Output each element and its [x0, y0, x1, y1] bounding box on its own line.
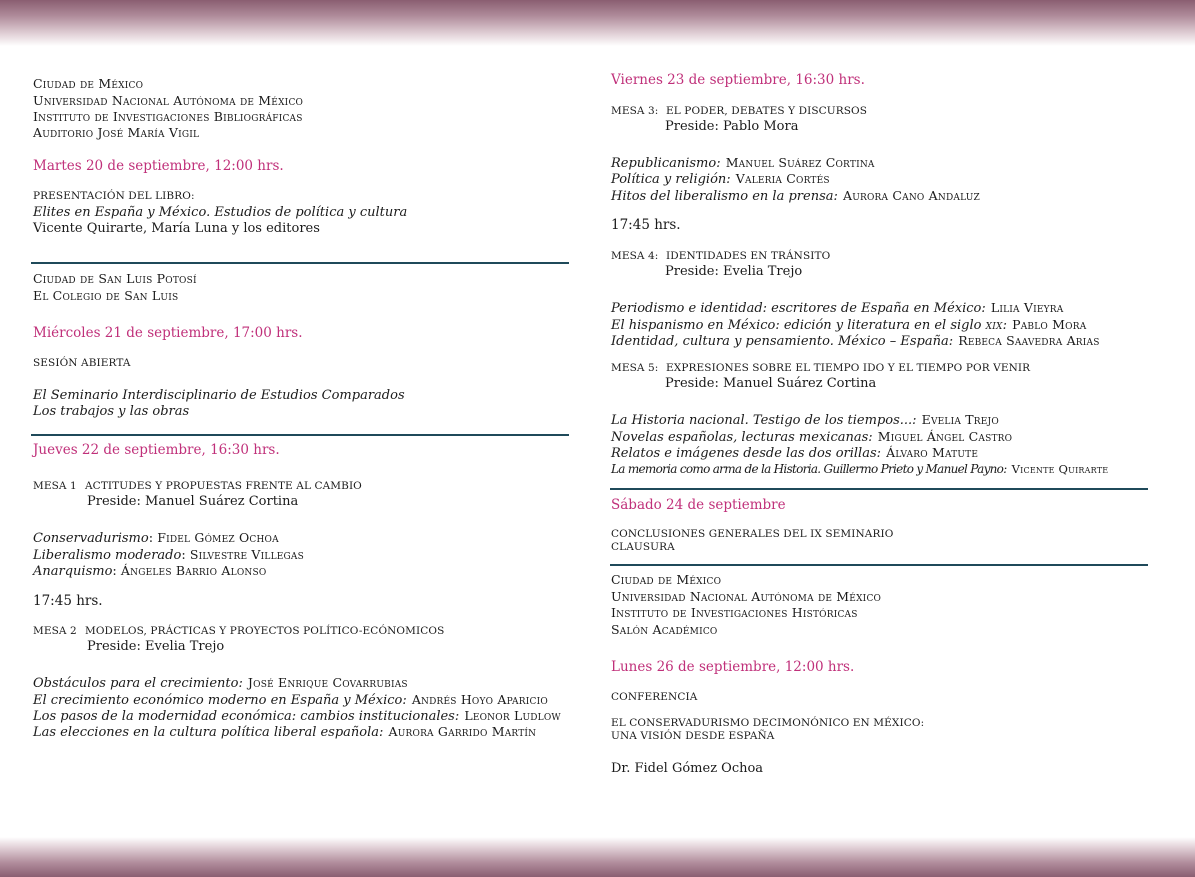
talk-speaker: Leonor Ludlow — [464, 708, 561, 723]
talk-title: La Historia nacional. Testigo de los tiempos...: — [611, 413, 917, 428]
talk-title: Las elecciones en la cultura política liberal española: — [33, 725, 384, 740]
talk-title: Relatos e imágenes desde las dos orillas: — [611, 446, 882, 461]
book-title: Elites en España y México. Estudios de política y cultura — [33, 205, 408, 220]
venue-institute: Instituto de Investigaciones Bibliográficas — [33, 109, 303, 124]
panel-chair: Preside: Manuel Suárez Cortina — [665, 376, 877, 391]
session-topic: El Seminario Interdisciplinario de Estudios Comparados — [33, 388, 405, 403]
talk-speaker: Ángeles Barrio Alonso — [120, 563, 267, 578]
session-date: Viernes 23 de septiembre, 16:30 hrs. — [611, 72, 865, 88]
talk-entry — [33, 560, 266, 579]
venue-room: Auditorio José María Vigil — [33, 125, 200, 140]
section-divider — [31, 262, 569, 264]
talk-speaker: Pablo Mora — [1012, 317, 1087, 332]
talk-title: Política y religión: — [611, 172, 731, 187]
talk-entry — [33, 721, 536, 740]
talk-speaker: Álvaro Matute — [886, 445, 979, 460]
venue-institute: Instituto de Investigaciones Históricas — [611, 605, 858, 620]
event-label: SESIÓN ABIERTA — [33, 357, 131, 369]
panel-number: MESA 1 — [33, 480, 77, 492]
talk-title: El hispanismo en México: edición y literatura en el siglo — [611, 318, 986, 333]
talk-title: Conservadurismo — [33, 531, 149, 546]
panel-number: MESA 5: — [611, 362, 659, 374]
panel-heading — [33, 480, 362, 492]
panel-chair: Preside: Manuel Suárez Cortina — [87, 494, 299, 509]
talk-title-tail: : — [1002, 318, 1007, 333]
talk-title: El crecimiento económico moderno en España y México: — [33, 693, 407, 708]
talk-speaker: Rebeca Saavedra Arias — [958, 333, 1100, 348]
talk-speaker: Manuel Suárez Cortina — [725, 155, 875, 170]
talk-title: Anarquismo — [33, 564, 113, 579]
talk-title: Hitos del liberalismo en la prensa: — [611, 189, 838, 204]
panel-title: IDENTIDADES EN TRÁNSITO — [666, 250, 831, 262]
panel-title: MODELOS, PRÁCTICAS Y PROYECTOS POLÍTICO-ECÓNOMICOS — [85, 625, 445, 637]
talk-separator: : — [148, 531, 158, 546]
talk-speaker: Lilia Vieyra — [990, 300, 1064, 315]
panel-heading — [611, 250, 830, 262]
panel-chair: Preside: Pablo Mora — [665, 119, 799, 134]
session-date: Lunes 26 de septiembre, 12:00 hrs. — [611, 659, 855, 675]
talk-speaker: Silvestre Villegas — [189, 547, 304, 562]
venue-city: Ciudad de México — [611, 572, 722, 587]
panel-chair: Preside: Evelia Trejo — [665, 264, 803, 279]
panel-number: MESA 2 — [33, 625, 77, 637]
venue-city: Ciudad de San Luis Potosí — [33, 271, 197, 286]
panel-heading — [611, 105, 867, 117]
talk-speaker: Vicente Quirarte — [1011, 462, 1109, 476]
venue-university: Universidad Nacional Autónoma de México — [33, 93, 304, 108]
panel-title: EL PODER, DEBATES Y DISCURSOS — [666, 105, 868, 117]
session-date: Sábado 24 de septiembre — [611, 497, 786, 513]
talk-title: Liberalismo moderado — [33, 548, 182, 563]
panel-heading — [33, 625, 444, 637]
session-date: Miércoles 21 de septiembre, 17:00 hrs. — [33, 325, 303, 341]
talk-speaker: Andrés Hoyo Aparicio — [411, 692, 548, 707]
talk-speaker: Valeria Cortés — [735, 171, 830, 186]
section-divider — [610, 564, 1148, 566]
session-time: 17:45 hrs. — [33, 593, 103, 609]
event-label: PRESENTACIÓN DEL LIBRO: — [33, 190, 195, 202]
talk-entry — [611, 330, 1100, 349]
venue-university: Universidad Nacional Autónoma de México — [611, 589, 882, 604]
event-label: CONFERENCIA — [611, 691, 698, 703]
talk-title: Novelas españolas, lecturas mexicanas: — [611, 430, 873, 445]
venue-institution: El Colegio de San Luis — [33, 288, 179, 303]
lecture-title: UNA VISIÓN DESDE ESPAÑA — [611, 730, 775, 742]
talk-speaker: Aurora Garrido Martín — [388, 724, 537, 739]
venue-city: Ciudad de México — [33, 76, 144, 91]
talk-speaker: José Enrique Covarrubias — [247, 675, 408, 690]
talk-separator: : — [181, 548, 190, 563]
talk-separator: : — [112, 564, 121, 579]
lecture-speaker: Dr. Fidel Gómez Ochoa — [611, 761, 764, 776]
top-decorative-band — [0, 0, 1195, 46]
talk-speaker: Aurora Cano Andaluz — [842, 188, 981, 203]
talk-entry — [611, 458, 1108, 477]
session-topic: Los trabajos y las obras — [33, 404, 190, 419]
closing-label: CLAUSURA — [611, 541, 675, 553]
lecture-title: EL CONSERVADURISMO DECIMONÓNICO EN MÉXICO: — [611, 717, 925, 729]
panel-title: EXPRESIONES SOBRE EL TIEMPO IDO Y EL TIEMPO POR VENIR — [666, 362, 1031, 374]
section-divider — [610, 488, 1148, 490]
closing-label: CONCLUSIONES GENERALES DEL IX SEMINARIO — [611, 528, 894, 540]
talk-title-century: xix — [985, 317, 1003, 332]
panel-chair: Preside: Evelia Trejo — [87, 639, 225, 654]
section-divider — [31, 434, 569, 436]
talk-title: Obstáculos para el crecimiento: — [33, 676, 243, 691]
talk-speaker: Miguel Ángel Castro — [877, 429, 1013, 444]
panel-number: MESA 4: — [611, 250, 659, 262]
panel-heading — [611, 362, 1030, 374]
panel-title: ACTITUDES Y PROPUESTAS FRENTE AL CAMBIO — [85, 480, 362, 492]
talk-speaker: Fidel Gómez Ochoa — [157, 530, 279, 545]
talk-entry — [611, 185, 980, 204]
talk-title: Identidad, cultura y pensamiento. México – España: — [611, 334, 954, 349]
session-date: Martes 20 de septiembre, 12:00 hrs. — [33, 158, 284, 174]
book-presenters: Vicente Quirarte, María Luna y los editores — [33, 221, 320, 236]
talk-title: Republicanismo: — [611, 156, 721, 171]
panel-number: MESA 3: — [611, 105, 659, 117]
talk-title: Los pasos de la modernidad económica: cambios institucionales: — [33, 709, 460, 724]
talk-title: La memoria como arma de la Historia. Guillermo Prieto y Manuel Payno: — [611, 462, 1007, 476]
venue-room: Salón Académico — [611, 622, 718, 637]
session-date: Jueves 22 de septiembre, 16:30 hrs. — [33, 442, 280, 458]
talk-title: Periodismo e identidad: escritores de España en México: — [611, 301, 986, 316]
bottom-decorative-band — [0, 837, 1195, 877]
talk-speaker: Evelia Trejo — [921, 412, 999, 427]
session-time: 17:45 hrs. — [611, 217, 681, 233]
